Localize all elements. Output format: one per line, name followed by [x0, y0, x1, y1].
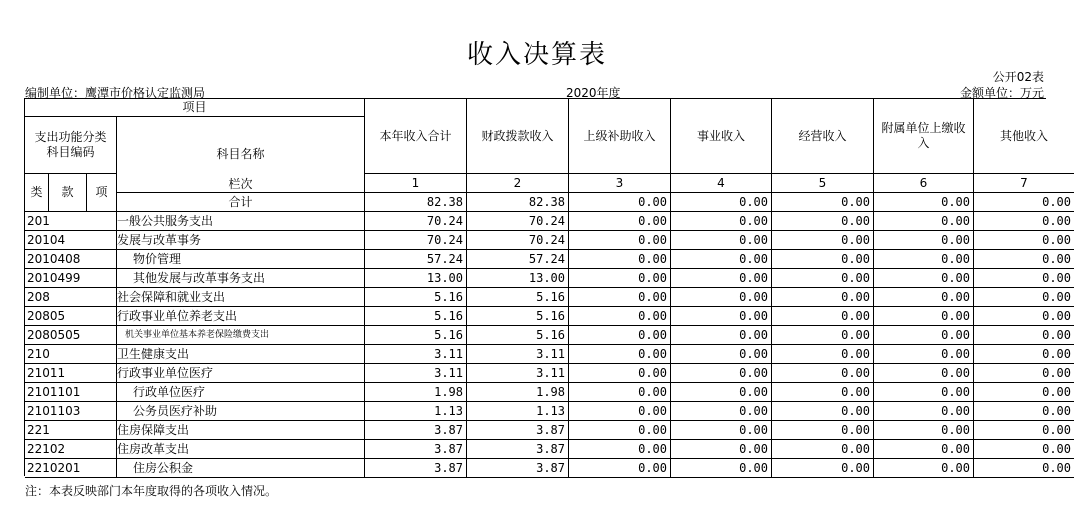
row-value-cell: 3.11 [467, 364, 569, 383]
row-value-cell: 0.00 [974, 250, 1074, 269]
row-subject-name: 住房保障支出 [117, 421, 365, 440]
footnote: 注：本表反映部门本年度取得的各项收入情况。 [25, 484, 278, 498]
header-kuan: 款 [49, 174, 87, 212]
row-code: 2210201 [25, 459, 117, 478]
row-value-cell: 1.98 [365, 383, 467, 402]
row-value-cell: 57.24 [467, 250, 569, 269]
col-number: 1 [365, 174, 467, 193]
row-value-cell: 0.00 [874, 440, 974, 459]
row-value-cell: 70.24 [365, 231, 467, 250]
row-value-cell: 0.00 [671, 250, 772, 269]
header-lei: 类 [25, 174, 49, 212]
row-code: 2101103 [25, 402, 117, 421]
total-cell: 82.38 [467, 193, 569, 212]
row-value-cell: 0.00 [772, 269, 874, 288]
row-value-cell: 0.00 [974, 212, 1074, 231]
row-value-cell: 13.00 [467, 269, 569, 288]
col-number: 4 [671, 174, 772, 193]
col-header-other: 其他收入 [974, 99, 1074, 174]
row-value-cell: 0.00 [671, 326, 772, 345]
row-value-cell: 5.16 [365, 326, 467, 345]
row-value-cell: 0.00 [671, 212, 772, 231]
total-cell: 0.00 [772, 193, 874, 212]
row-value-cell: 0.00 [772, 440, 874, 459]
row-value-cell: 0.00 [569, 364, 671, 383]
col-number: 5 [772, 174, 874, 193]
row-code: 210 [25, 345, 117, 364]
row-subject-name: 住房公积金 [117, 459, 365, 478]
row-value-cell: 5.16 [467, 288, 569, 307]
row-subject-name: 公务员医疗补助 [117, 402, 365, 421]
row-value-cell: 5.16 [467, 307, 569, 326]
row-subject-name: 物价管理 [117, 250, 365, 269]
row-code: 21011 [25, 364, 117, 383]
row-value-cell: 70.24 [365, 212, 467, 231]
header-item: 项目 [25, 99, 365, 117]
row-value-cell: 0.00 [874, 459, 974, 478]
row-value-cell: 0.00 [671, 269, 772, 288]
col-number: 2 [467, 174, 569, 193]
row-value-cell: 3.87 [467, 421, 569, 440]
row-value-cell: 0.00 [772, 402, 874, 421]
row-value-cell: 3.11 [365, 345, 467, 364]
row-value-cell: 1.13 [467, 402, 569, 421]
row-value-cell: 0.00 [569, 288, 671, 307]
row-value-cell: 0.00 [874, 307, 974, 326]
row-value-cell: 0.00 [874, 250, 974, 269]
row-value-cell: 0.00 [671, 440, 772, 459]
row-value-cell: 0.00 [874, 231, 974, 250]
row-value-cell: 0.00 [569, 307, 671, 326]
row-value-cell: 3.87 [365, 421, 467, 440]
row-value-cell: 1.98 [467, 383, 569, 402]
row-value-cell: 3.87 [365, 459, 467, 478]
row-value-cell: 3.87 [467, 459, 569, 478]
row-value-cell: 0.00 [772, 421, 874, 440]
row-value-cell: 0.00 [874, 212, 974, 231]
total-cell: 0.00 [874, 193, 974, 212]
total-cell: 82.38 [365, 193, 467, 212]
row-value-cell: 0.00 [569, 212, 671, 231]
row-value-cell: 0.00 [874, 383, 974, 402]
row-value-cell: 0.00 [569, 269, 671, 288]
row-value-cell: 0.00 [569, 459, 671, 478]
row-value-cell: 5.16 [365, 307, 467, 326]
row-value-cell: 0.00 [874, 345, 974, 364]
fiscal-year: 2020年度 [566, 86, 621, 100]
row-value-cell: 0.00 [772, 250, 874, 269]
row-value-cell: 70.24 [467, 212, 569, 231]
row-value-cell: 57.24 [365, 250, 467, 269]
col-header-fiscal: 财政拨款收入 [467, 99, 569, 174]
row-value-cell: 0.00 [772, 459, 874, 478]
row-value-cell: 3.87 [365, 440, 467, 459]
row-subject-name: 行政单位医疗 [117, 383, 365, 402]
row-code: 2010499 [25, 269, 117, 288]
row-value-cell: 0.00 [874, 402, 974, 421]
row-code: 208 [25, 288, 117, 307]
row-subject-name: 一般公共服务支出 [117, 212, 365, 231]
row-value-cell: 0.00 [569, 402, 671, 421]
row-value-cell: 0.00 [671, 421, 772, 440]
row-value-cell: 3.87 [467, 440, 569, 459]
row-code: 2010408 [25, 250, 117, 269]
row-value-cell: 0.00 [772, 345, 874, 364]
col-header-total: 本年收入合计 [365, 99, 467, 174]
row-value-cell: 1.13 [365, 402, 467, 421]
row-value-cell: 0.00 [569, 250, 671, 269]
row-value-cell: 0.00 [671, 459, 772, 478]
amount-unit: 金额单位：万元 [959, 86, 1044, 100]
row-value-cell: 5.16 [467, 326, 569, 345]
org-label: 编制单位：鹰潭市价格认定监测局 [25, 86, 206, 100]
row-value-cell: 0.00 [874, 421, 974, 440]
row-value-cell: 0.00 [569, 345, 671, 364]
row-value-cell: 0.00 [569, 383, 671, 402]
row-value-cell: 0.00 [974, 307, 1074, 326]
col-header-superior: 上级补助收入 [569, 99, 671, 174]
row-value-cell: 0.00 [974, 364, 1074, 383]
row-code: 20104 [25, 231, 117, 250]
row-value-cell: 0.00 [874, 364, 974, 383]
row-value-cell: 0.00 [772, 307, 874, 326]
row-value-cell: 0.00 [874, 269, 974, 288]
row-value-cell: 0.00 [671, 231, 772, 250]
report-title: 收入决算表 [466, 40, 607, 70]
header-func-code: 支出功能分类科目编码 [25, 117, 117, 174]
row-value-cell: 0.00 [772, 288, 874, 307]
row-code: 2101101 [25, 383, 117, 402]
row-value-cell: 0.00 [671, 383, 772, 402]
row-value-cell: 0.00 [974, 231, 1074, 250]
row-value-cell: 0.00 [974, 402, 1074, 421]
row-code: 2080505 [25, 326, 117, 345]
row-value-cell: 0.00 [569, 326, 671, 345]
row-value-cell: 0.00 [974, 345, 1074, 364]
total-cell: 0.00 [671, 193, 772, 212]
row-code: 22102 [25, 440, 117, 459]
col-number: 6 [874, 174, 974, 193]
row-subject-name: 机关事业单位基本养老保险缴费支出 [117, 326, 365, 345]
row-value-cell: 0.00 [874, 288, 974, 307]
total-cell: 0.00 [569, 193, 671, 212]
row-value-cell: 0.00 [671, 364, 772, 383]
income-table [24, 98, 1071, 476]
row-value-cell: 70.24 [467, 231, 569, 250]
row-value-cell: 0.00 [671, 288, 772, 307]
row-value-cell: 0.00 [974, 326, 1074, 345]
row-subject-name: 社会保障和就业支出 [117, 288, 365, 307]
row-value-cell: 5.16 [365, 288, 467, 307]
row-value-cell: 3.11 [365, 364, 467, 383]
header-lanci: 栏次 [117, 174, 365, 193]
col-header-operation: 经营收入 [772, 99, 874, 174]
row-value-cell: 0.00 [974, 440, 1074, 459]
row-value-cell: 0.00 [974, 269, 1074, 288]
total-cell: 0.00 [974, 193, 1074, 212]
col-number: 3 [569, 174, 671, 193]
header-xiang: 项 [87, 174, 117, 212]
col-header-business: 事业收入 [671, 99, 772, 174]
row-value-cell: 0.00 [974, 288, 1074, 307]
row-code: 221 [25, 421, 117, 440]
row-subject-name: 发展与改革事务 [117, 231, 365, 250]
row-value-cell: 0.00 [874, 326, 974, 345]
row-subject-name: 行政事业单位医疗 [117, 364, 365, 383]
total-label: 合计 [117, 193, 365, 212]
form-number: 公开02表 [992, 70, 1044, 84]
header-subject-name: 科目名称 [117, 117, 365, 193]
row-code: 201 [25, 212, 117, 231]
row-value-cell: 0.00 [974, 459, 1074, 478]
row-value-cell: 13.00 [365, 269, 467, 288]
row-value-cell: 0.00 [671, 402, 772, 421]
row-value-cell: 0.00 [671, 345, 772, 364]
row-value-cell: 3.11 [467, 345, 569, 364]
row-value-cell: 0.00 [772, 383, 874, 402]
row-value-cell: 0.00 [772, 231, 874, 250]
row-value-cell: 0.00 [671, 307, 772, 326]
row-value-cell: 0.00 [772, 364, 874, 383]
col-header-affiliate: 附属单位上缴收入 [874, 99, 974, 174]
row-value-cell: 0.00 [772, 212, 874, 231]
row-subject-name: 其他发展与改革事务支出 [117, 269, 365, 288]
row-value-cell: 0.00 [569, 440, 671, 459]
row-value-cell: 0.00 [974, 421, 1074, 440]
row-subject-name: 卫生健康支出 [117, 345, 365, 364]
row-code: 20805 [25, 307, 117, 326]
row-value-cell: 0.00 [569, 421, 671, 440]
row-value-cell: 0.00 [974, 383, 1074, 402]
row-value-cell: 0.00 [569, 231, 671, 250]
row-subject-name: 住房改革支出 [117, 440, 365, 459]
row-value-cell: 0.00 [772, 326, 874, 345]
row-subject-name: 行政事业单位养老支出 [117, 307, 365, 326]
col-number: 7 [974, 174, 1074, 193]
